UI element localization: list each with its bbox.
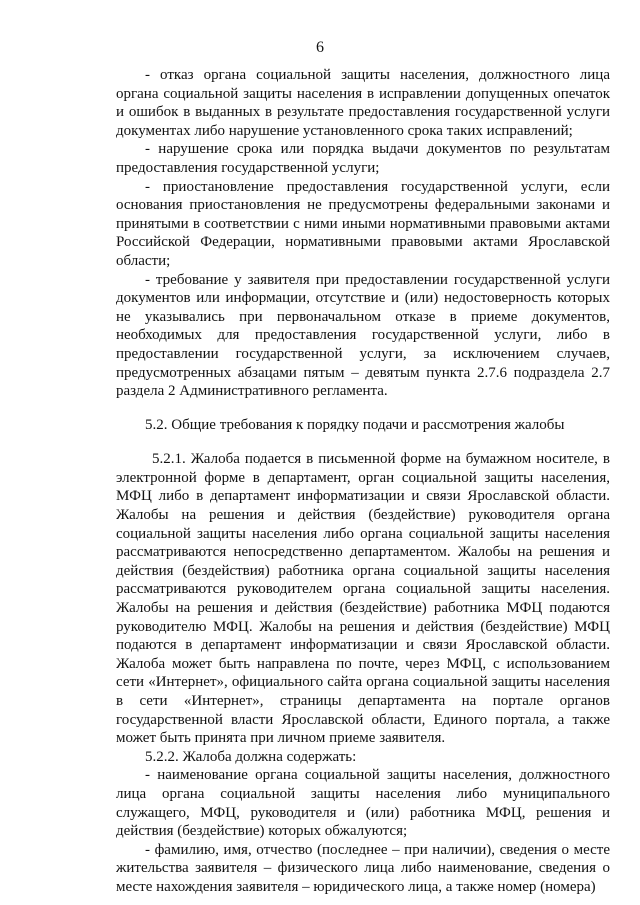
paragraph-violation-of-issuance: - нарушение срока или порядка выдачи документов по результатам предоставления государственной услуги; (116, 141, 610, 176)
page-number: 6 (316, 39, 324, 56)
paragraph-complaint-subject-name: - наименование органа социальной защиты населения, должностного лица органа социальной защиты населения либо муниципального служащего, МФЦ, руководителя и (или) работника МФЦ, решения и действия (бездействие) которых обжалуются; (116, 767, 610, 840)
paragraph-5-2-1: 5.2.1. Жалоба подается в письменной форме на бумажном носителе, в электронной форме в департамент, орган социальной защиты населения, МФЦ либо в департамент информатизации и связи Ярославской области. Жалобы на решения и действия (бездействие) руководителя органа социальной защиты населения либо органа социальной защиты населения рассматриваются непосредственно департаментом. Жалобы на решения и действия (бездействия) работника органа социальной защиты населения рассматриваются руководителем органа социальной защиты населения. Жалобы на решения и действия (бездействие) работника МФЦ подаются руководителю МФЦ. Жалобы на решения и действия (бездействие) МФЦ подаются в департамент информатизации и связи Ярославской области. Жалоба может быть направлена по почте, через МФЦ, с использованием сети «Интернет», официального сайта органа социальной защиты населения в сети «Интернет», страницы департамента на портале органов государственной власти Ярославской области, Единого портала, а также может быть принята при личном приеме заявителя. (116, 451, 610, 747)
document-body (116, 66, 610, 897)
paragraph-5-2-2: 5.2.2. Жалоба должна содержать: (145, 748, 357, 765)
paragraph-refusal-to-correct: - отказ органа социальной защиты населения, должностного лица органа социальной защиты населения в исправлении допущенных опечаток и ошибок в выданных в результате предоставления государственной услуги документах либо нарушение установленного срока таких исправлений; (116, 67, 610, 139)
section-heading-5-2: 5.2. Общие требования к порядку подачи и рассмотрения жалобы (145, 416, 565, 433)
paragraph-complainant-details: - фамилию, имя, отчество (последнее – при наличии), сведения о месте жительства заявителя – физического лица либо наименование, сведения о месте нахождения заявителя – юридического лица, а также номер (номера) (116, 841, 610, 895)
paragraph-document-requirement: - требование у заявителя при предоставлении государственной услуги документов или информации, отсутствие и (или) недостоверность которых не указывались при первоначальном отказе в приеме документов, необходимых для предоставления государственной услуги, либо в предоставлении государственной услуги, за исключением случаев, предусмотренных абзацами пятым – девятым пункта 2.7.6 подраздела 2.7 раздела 2 Административного регламента. (116, 271, 610, 400)
paragraph-suspension-of-service: - приостановление предоставления государственной услуги, если основания приостановления не предусмотрены федеральными законами и принятыми в соответствии с ними иными нормативными правовыми актами Российской Федерации, нормативными правовыми актами Ярославской области; (116, 178, 610, 269)
